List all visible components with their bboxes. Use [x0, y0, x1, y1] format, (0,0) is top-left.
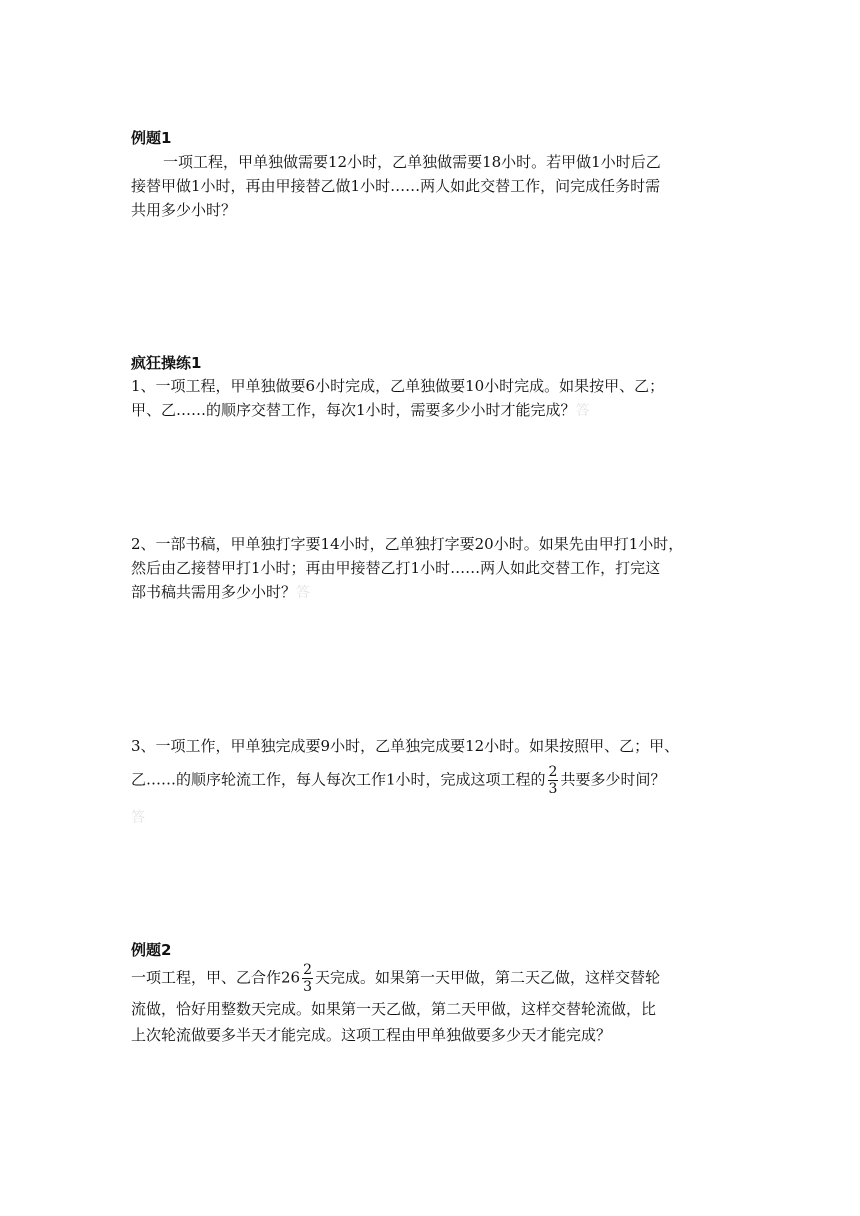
- question-1-text: 甲、乙……的顺序交替工作，每次1小时，需要多少小时才能完成？: [131, 401, 576, 419]
- example-2: [131, 940, 731, 960]
- example-1: [131, 128, 731, 148]
- practice-question-2: [131, 532, 731, 605]
- example-2-line: 上次轮流做要多半天才能完成。这项工程由甲单独做要多少天才能完成？: [131, 1026, 612, 1044]
- fraction-numerator: 2: [548, 764, 558, 780]
- question-3-line: 3、一项工作，甲单独完成要9小时，乙单独完成要12小时。如果按照甲、乙；甲、: [131, 737, 680, 755]
- practice-section-title: 疯狂操练1: [131, 354, 202, 372]
- fraction: [548, 764, 559, 797]
- question-3-line: [131, 764, 731, 797]
- example-1-line: 接替甲做1小时，再由甲接替乙做1小时……两人如此交替工作，问完成任务时需: [131, 177, 661, 195]
- question-3-answer-line: [131, 805, 731, 830]
- example-1-line: 一项工程，甲单独做需要12小时，乙单独做需要18小时。若甲做1小时后乙: [163, 153, 661, 171]
- example-1-text: [131, 150, 731, 222]
- question-1-line: 1、一项工程，甲单独做要6小时完成，乙单独做要10小时完成。如果按甲、乙；: [131, 377, 665, 395]
- answer-mark: 答: [131, 810, 145, 826]
- example-2-text-part: 一项工程，甲、乙合作26: [131, 968, 301, 987]
- example-2-title: 例题2: [131, 941, 172, 959]
- question-2-line: 然后由乙接替甲打1小时；再由甲接替乙打1小时……两人如此交替工作，打完这: [131, 559, 661, 577]
- practice-question-1: [131, 374, 731, 423]
- example-1-line: 共用多少小时？: [131, 201, 237, 219]
- question-3-text: 共要多少时间？: [560, 770, 666, 789]
- practice-section-title-wrap: [131, 353, 731, 373]
- fraction-denominator: 3: [303, 979, 313, 995]
- example-2-text: [131, 962, 731, 1047]
- question-2-line: 2、一部书稿，甲单独打字要14小时，乙单独打字要20小时。如果先由甲打1小时，: [131, 535, 684, 553]
- question-3-text: 乙……的顺序轮流工作，每人每次工作1小时，完成这项工程的: [131, 770, 546, 789]
- practice-question-3: [131, 734, 731, 830]
- fraction: [302, 962, 313, 995]
- fraction-denominator: 3: [548, 781, 558, 797]
- example-2-line: 流做，恰好用整数天完成。如果第一天乙做，第二天甲做，这样交替轮流做，比: [131, 1000, 657, 1018]
- answer-mark: 答: [296, 585, 311, 601]
- question-2-text: 部书稿共需用多少小时？: [131, 583, 297, 601]
- example-2-text-part: 天完成。如果第一天甲做，第二天乙做，这样交替轮: [315, 968, 661, 987]
- question-1-line: [131, 398, 731, 423]
- answer-mark: 答: [575, 403, 590, 419]
- question-2-line: [131, 580, 731, 605]
- example-2-line: [131, 962, 731, 995]
- fraction-numerator: 2: [303, 962, 313, 978]
- example-1-title: 例题1: [131, 129, 172, 147]
